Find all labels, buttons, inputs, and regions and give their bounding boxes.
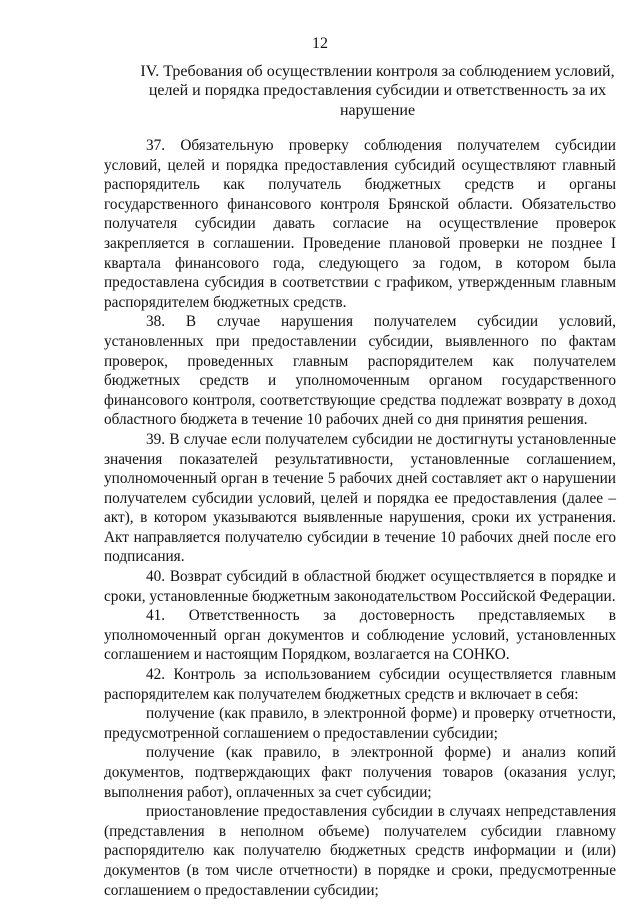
control-item-reporting: получение (как правило, в электронной форме) и проверку отчетности, предусмотренной соглашением о предоставлении субсидии;	[104, 705, 616, 742]
control-item-suspension: приостановление предоставления субсидии в случаях непредставления (представления в неполном объеме) получателем субсидии главному распорядителю как получателю бюджетных средств информации и (или) документов (в том числе отчетности) в порядке и сроки, предусмотренные соглашением о предоставлении субсидии;	[104, 803, 616, 899]
document-body	[104, 136, 616, 900]
paragraph-38: 38. В случае нарушения получателем субсидии условий, установленных при предоставлении субсидии, выявленного по фактам проверок, проведенных главным распорядителем как получателем бюджетных средств и уполномоченным органом государственного финансового контроля, соответствующие средства подлежат возврату в доход областного бюджета в течение 10 рабочих дней со дня принятия решения.	[104, 313, 616, 429]
section-heading: IV. Требования об осуществлении контроля за соблюдением условий, целей и порядка предоставления субсидии и ответственность за их нарушение	[140, 63, 615, 119]
paragraph-37: 37. Обязательную проверку соблюдения получателем субсидии условий, целей и порядка предоставления субсидий осуществляют главный распорядитель как получатель бюджетных средств и органы государственного финансового контроля Брянской области. Обязательство получателя субсидии давать согласие на осуществление проверок закрепляется в соглашении. Проведение плановой проверки не позднее I квартала финансового года, следующего за годом, в котором была предоставлена субсидия в соответствии с графиком, утвержденным главным распорядителем бюджетных средств.	[104, 137, 616, 311]
page-number: 12	[312, 35, 328, 52]
control-item-documents: получение (как правило, в электронной форме) и анализ копий документов, подтверждающих факт получения товаров (оказания услуг, выполнения работ), оплаченных за счет субсидии;	[104, 744, 616, 801]
paragraph-39: 39. В случае если получателем субсидии не достигнуты установленные значения показателей результативности, установленные соглашением, уполномоченный орган в течение 5 рабочих дней составляет акт о нарушении получателем субсидии условий, целей и порядка ее предоставления (далее – акт), в котором указываются выявленные нарушения, сроки их устранения. Акт направляется получателю субсидии в течение 10 рабочих дней после его подписания.	[104, 430, 616, 566]
paragraph-40: 40. Возврат субсидий в областной бюджет осуществляется в порядке и сроки, установленные бюджетным законодательством Российской Федерации.	[104, 568, 616, 605]
paragraph-41: 41. Ответственность за достоверность представляемых в уполномоченный орган документов и соблюдение условий, установленных соглашением и настоящим Порядком, возлагается на СОНКО.	[104, 607, 616, 664]
paragraph-42: 42. Контроль за использованием субсидии осуществляется главным распорядителем как получателем бюджетных средств и включает в себя:	[104, 666, 616, 703]
